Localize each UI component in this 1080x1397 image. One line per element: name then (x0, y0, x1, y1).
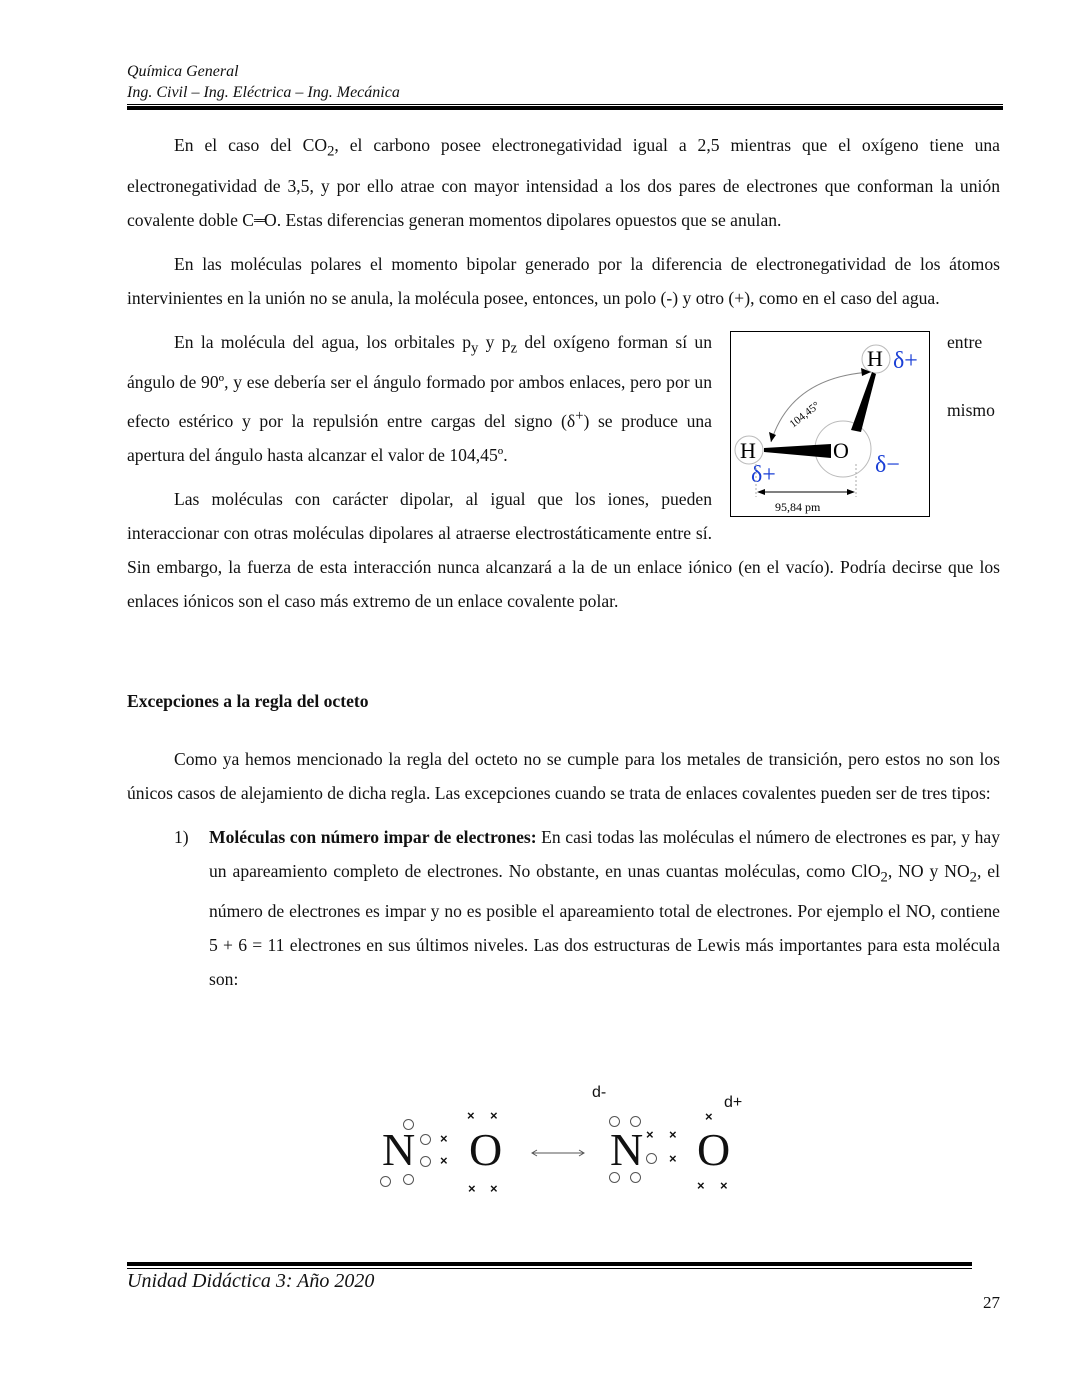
partial-charge-minus: d- (592, 1084, 607, 1101)
length-label: 95,84 pm (775, 499, 821, 514)
page-number: 27 (983, 1293, 1000, 1312)
footer-unit: Unidad Didáctica 3: Año 2020 (127, 1270, 375, 1292)
delta-minus: δ− (875, 451, 900, 478)
water-molecule-figure (730, 331, 930, 517)
paragraph-exceptions: Como ya hemos mencionado la regla del octeto no se cumple para los metales de transición, pero estos no son los únicos casos de alejamiento de dicha regla. Las excepciones cuando se trata de enlaces covalentes pueden ser de tres tipos: (127, 748, 1000, 803)
section-heading: Excepciones a la regla del octeto (127, 690, 369, 711)
wrap-word-mismo: mismo (947, 399, 995, 420)
h-label-left: H (740, 437, 756, 463)
list-item-odd-electrons: 1) Moléculas con número impar de electrones: En casi todas las moléculas el número de electrones es par, y hay un apareamiento completo de electrones. No obstante, en unas cuantas moléculas, como ClO$_2$, NO y $NO_2$, el número de electrones es impar y no es posible el apareamiento total de electrones. Por ejemplo el NO, contiene 5 + 6 = 11 electrones en sus últimos niveles. Las dos estructuras de Lewis más importantes para esta molécula son: (174, 826, 1001, 990)
o-atom-1: O (469, 1124, 503, 1175)
header-course: Química General (127, 63, 239, 80)
page-body (127, 128, 1000, 1006)
n-atom-1: N (382, 1124, 416, 1175)
n-atom-2: N (610, 1124, 644, 1175)
paragraph-co2: En el caso del $CO_2$, el carbono posee electronegatividad igual a 2,5 mientras que el oxígeno tiene una electronegatividad de 3,5, y por ello atrae con mayor intensidad a los dos pares de electrones que conforman la unión covalente doble C══ O. Estas diferencias generan momentos dipolares opuestos que se anulan. (127, 135, 1000, 230)
paragraph-dipolar: Las moléculas con carácter dipolar, al igual que los iones, pueden interaccionar con otras moléculas dipolares al atraerse electrostáticamente entre sí. Sin embargo, la fuerza de esta interacción nunca alcanzará a la de un enlace iónico (en el vacío). Podría decirse que los enlaces iónicos son el caso más extremo de un enlace covalente polar. (127, 488, 1000, 611)
header-rule (127, 104, 1003, 105)
delta-plus-left: δ+ (751, 461, 776, 488)
wrap-word-entre: entre (947, 331, 983, 352)
o-atom-2: O (697, 1124, 731, 1175)
o-label: O (833, 437, 849, 463)
partial-charge-plus: d+ (724, 1094, 743, 1111)
footer-rule-thick (127, 1262, 972, 1266)
resonance-arrow (530, 1149, 586, 1157)
header-programs: Ing. Civil – Ing. Eléctrica – Ing. Mecánica (127, 84, 400, 101)
footer-rule (127, 1268, 972, 1269)
water-figure-area (712, 331, 1000, 527)
lewis-structures-no: N O × × × × × × d- d+ N O × × × × × × (382, 1084, 743, 1196)
header-rule-thick (127, 106, 1003, 110)
angle-label: 104,45° (787, 399, 823, 430)
h-label-top: H (867, 345, 883, 371)
bond-top (851, 372, 876, 432)
bond-left (764, 444, 831, 458)
paragraph-water: En la molécula del agua, los orbitales $p_y$ y $p_z$ del oxígeno forman sí un ángulo de 90º, y ese debería ser el ángulo formado por ambos enlaces, pero por un efecto estérico y por la repulsión entre cargas del signo (δ+) se produce una apertura del ángulo hasta alcanzar el valor de 104,45º. (127, 331, 713, 465)
delta-plus-top: δ+ (893, 347, 918, 374)
paragraph-polar: En las moléculas polares el momento bipolar generado por la diferencia de electronegatividad de los átomos intervinientes en la unión no se anula, la molécula posee, entonces, un polo (-) y otro (+), como en el caso del agua. (127, 253, 1000, 308)
